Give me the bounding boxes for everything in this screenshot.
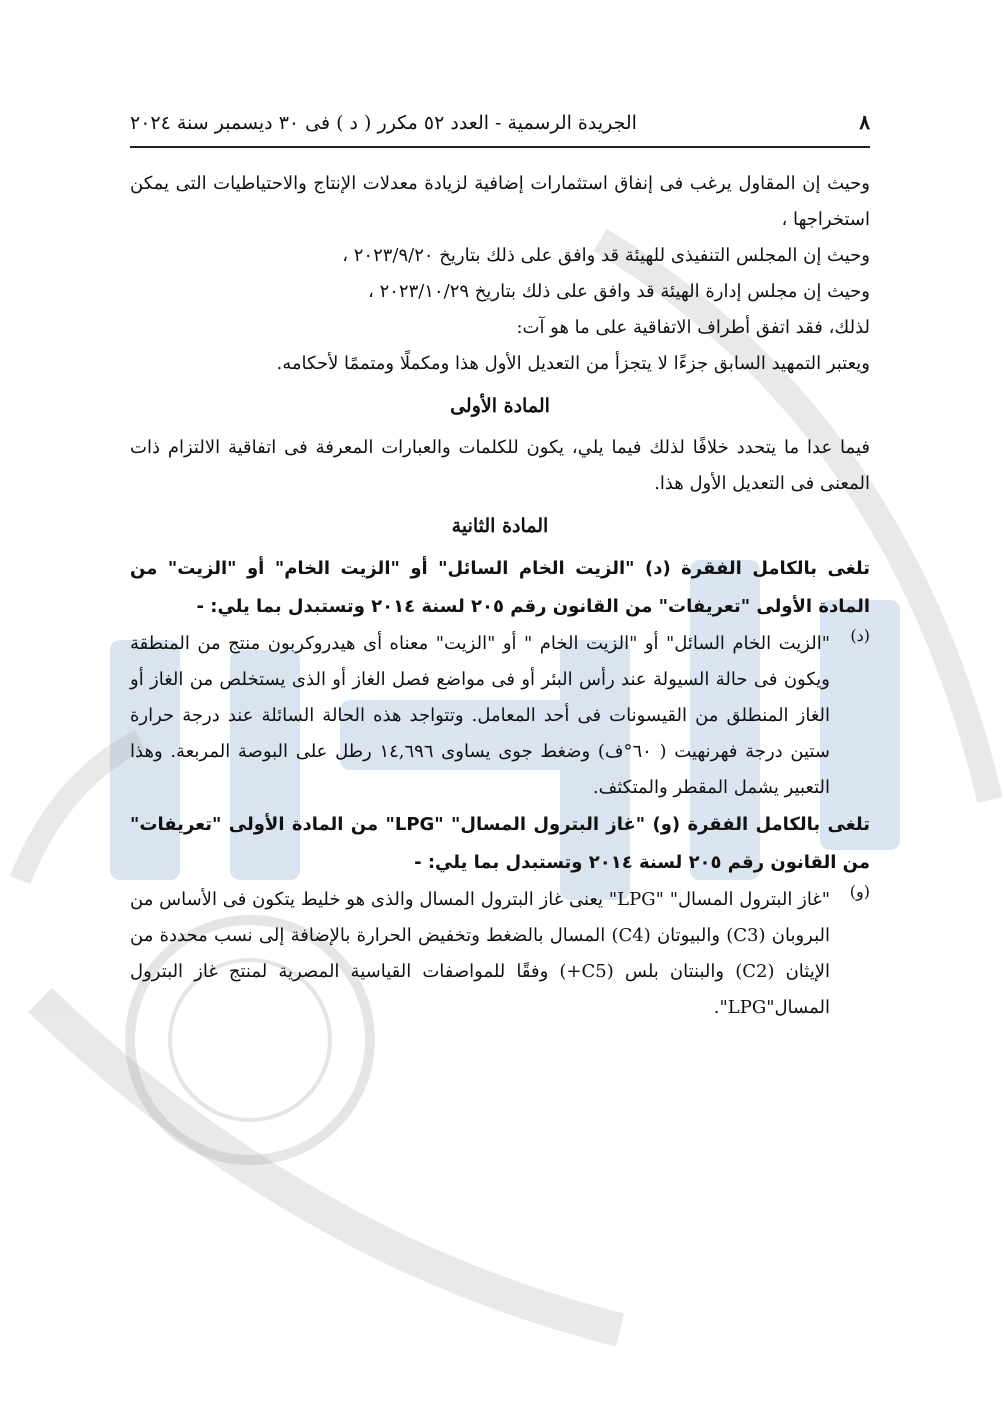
amendment-w-instruction: تلغى بالكامل الفقرة (و) "غاز البترول المسال" "LPG" من المادة الأولى "تعريفات" من القانون رقم ٢٠٥ لسنة ٢٠١٤ وتستبدل بما يلي: - [130, 814, 870, 873]
preamble-para-2: وحيث إن المجلس التنفيذى للهيئة قد وافق على ذلك بتاريخ ٢٠٢٣/٩/٢٠ ، [342, 245, 870, 266]
clause-d-marker: (د) [850, 626, 870, 645]
preamble-para-1: وحيث إن المقاول يرغب فى إنفاق استثمارات إضافية لزيادة معدلات الإنتاج والاحتياطيات التى يمكن استخراجها ، [130, 173, 870, 230]
page-number: ٨ [859, 110, 870, 134]
preamble-para-4: لذلك، فقد اتفق أطراف الاتفاقية على ما هو آت: [516, 317, 870, 338]
clause-w [130, 882, 870, 1026]
amendment-d-instruction: تلغى بالكامل الفقرة (د) "الزيت الخام السائل" أو "الزيت الخام" أو "الزيت" من المادة الأولى "تعريفات" من القانون رقم ٢٠٥ لسنة ٢٠١٤ وتستبدل بما يلي: - [130, 558, 870, 617]
preamble-para-5: ويعتبر التمهيد السابق جزءًا لا يتجزأ من التعديل الأول هذا ومكملًا ومتممًا لأحكامه. [276, 353, 870, 374]
gazette-header [130, 110, 870, 148]
document-body [130, 110, 870, 1026]
preamble-para-3: وحيث إن مجلس إدارة الهيئة قد وافق على ذلك بتاريخ ٢٠٢٣/١٠/٢٩ ، [368, 281, 870, 302]
clause-d-text: "الزيت الخام السائل" أو "الزيت الخام " أو "الزيت" معناه أى هيدروكربون منتج من المنطقة ويكون فى حالة السيولة عند رأس البئر أو فى مواضع فصل الغاز أو الذى يستخلص من الغاز أو الغاز المنطلق من القيسونات فى أحد المعامل. وتتواجد هذه الحالة السائلة عند درجة حرارة ستين درجة فهرنهيت ( ٦٠°ف) وضغط جوى يساوى ١٤,٦٩٦ رطل على البوصة المربعة. وهذا التعبير يشمل المقطر والمتكثف. [130, 633, 830, 798]
article-2-heading: المادة الثانية [451, 515, 549, 537]
gazette-title: الجريدة الرسمية - العدد ٥٢ مكرر ( د ) فى ٣٠ ديسمبر سنة ٢٠٢٤ [130, 112, 637, 134]
clause-w-text: "غاز البترول المسال" "LPG" يعنى غاز البترول المسال والذى هو خليط يتكون فى الأساس من البروبان (C3) والبيوتان (C4) المسال بالضغط وتخفيض الحرارة بالإضافة إلى نسب محددة من الإيثان (C2) والبنتان بلس (C5+) وفقًا للمواصفات القياسية المصرية لمنتج غاز البترول المسال"LPG". [130, 889, 831, 1018]
article-1-heading: المادة الأولى [450, 395, 550, 417]
clause-w-marker: (و) [849, 882, 870, 901]
article-1-text: فيما عدا ما يتحدد خلافًا لذلك فيما يلي، يكون للكلمات والعبارات المعرفة فى اتفاقية الالتزام ذات المعنى فى التعديل الأول هذا. [130, 437, 870, 494]
clause-d [130, 626, 870, 806]
